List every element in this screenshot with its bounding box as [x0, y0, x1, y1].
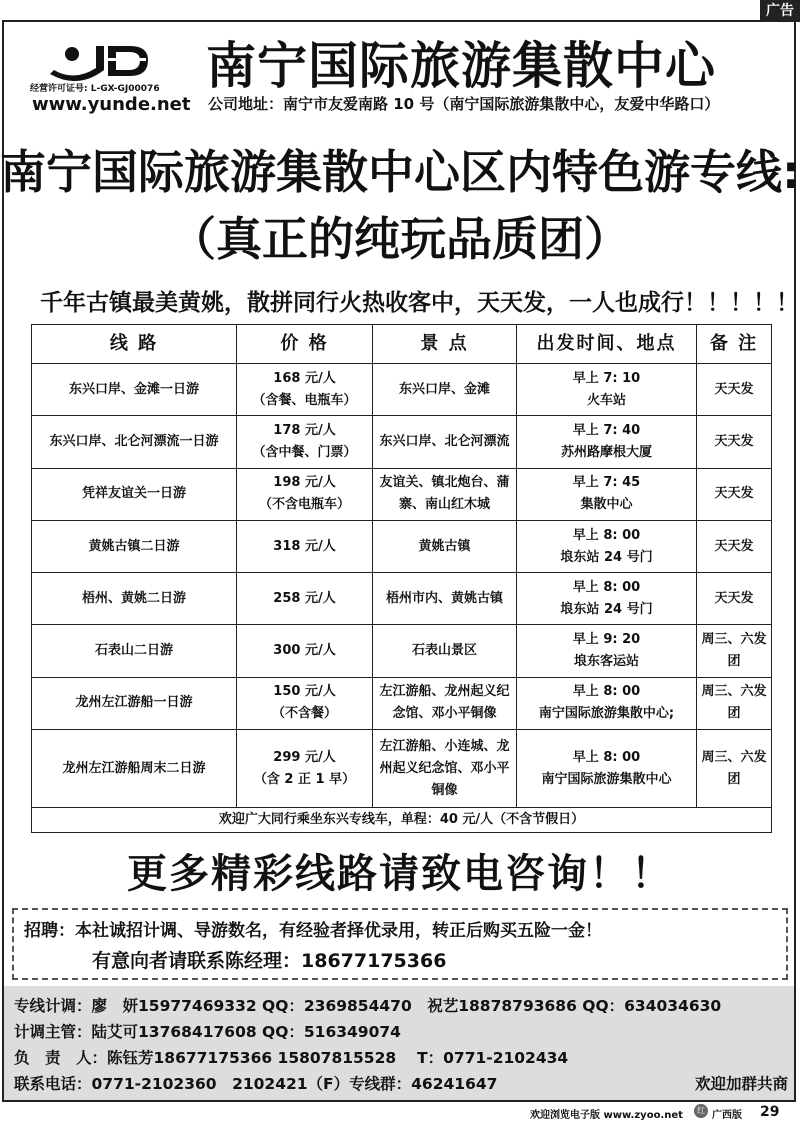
price-amount: 299 元/人 — [273, 749, 336, 765]
price-detail: （含餐、电瓶车） — [252, 392, 357, 408]
route-note: 天天发 — [697, 416, 772, 468]
route-note: 周三、六发团 — [697, 730, 772, 808]
route-note: 周三、六发团 — [697, 625, 772, 677]
contacts-panel — [4, 986, 794, 1100]
company-address: 公司地址：南宁市友爱南路 10 号（南宁国际旅游集散中心，友爱中华路口） — [208, 95, 720, 113]
departure-time: 早上 8: 00 — [572, 527, 641, 543]
table-row — [32, 416, 772, 468]
table-row — [32, 468, 772, 520]
header-route: 线 路 — [32, 325, 237, 364]
price-amount: 150 元/人 — [273, 684, 336, 700]
route-departure — [517, 364, 697, 416]
price-detail: （不含餐） — [271, 706, 337, 722]
welcome-group-text: 欢迎加群共商 — [694, 1075, 788, 1093]
route-spots: 友谊关、镇北炮台、蒲寨、南山红木城 — [373, 468, 517, 520]
departure-place: 南宁国际旅游集散中心 — [541, 771, 672, 787]
page-number: 29 — [760, 1104, 780, 1120]
call-to-action: 更多精彩线路请致电咨询！！ — [127, 851, 673, 897]
table-header-row — [32, 325, 772, 364]
route-price — [237, 677, 373, 729]
route-note: 天天发 — [697, 468, 772, 520]
recruitment-box — [12, 908, 788, 980]
departure-time: 早上 8: 00 — [572, 579, 641, 595]
route-note: 天天发 — [697, 520, 772, 572]
price-detail: （含 2 正 1 早） — [253, 771, 356, 787]
header-note: 备 注 — [697, 325, 772, 364]
website-link[interactable]: www.yunde.net — [32, 94, 191, 115]
table-row — [32, 730, 772, 808]
route-price: 258 元/人 — [237, 573, 373, 625]
route-spots: 东兴口岸、金滩 — [373, 364, 517, 416]
departure-place: 苏州路摩根大厦 — [560, 444, 652, 460]
route-price: 300 元/人 — [237, 625, 373, 677]
route-note: 天天发 — [697, 364, 772, 416]
route-note: 周三、六发团 — [697, 677, 772, 729]
recruitment-text: 招聘：本社诚招计调、导游数名，有经验者择优录用，转正后购买五险一金！ — [24, 921, 602, 941]
routes-table — [31, 324, 772, 833]
departure-time: 早上 7: 10 — [572, 370, 641, 386]
contact-line-phone: 联系电话：0771-2102360 2102421（F）专线群：46241647 — [14, 1075, 498, 1093]
table-row — [32, 677, 772, 729]
route-spots: 梧州市内、黄姚古镇 — [373, 573, 517, 625]
table-row — [32, 364, 772, 416]
route-note: 天天发 — [697, 573, 772, 625]
price-amount: 198 元/人 — [273, 475, 336, 491]
route-departure — [517, 573, 697, 625]
route-price — [237, 364, 373, 416]
edition-label: 广西版 — [712, 1110, 742, 1121]
route-spots: 左江游船、小连城、龙州起义纪念馆、邓小平铜像 — [373, 730, 517, 808]
route-departure — [517, 520, 697, 572]
contact-line-manager: 负 责 人：陈钰芳18677175366 15807815528 T：0771-2102434 — [14, 1049, 569, 1067]
contact-line-planners: 专线计调：廖 妍15977469332 QQ：2369854470 祝艺18878793686 QQ：634034630 — [14, 997, 722, 1015]
recruitment-contact: 有意向者请联系陈经理：18677175366 — [92, 950, 447, 972]
header-price: 价 格 — [237, 325, 373, 364]
route-name: 石表山二日游 — [32, 625, 237, 677]
route-departure — [517, 468, 697, 520]
license-number: 经营许可证号: L-GX-GJ00076 — [30, 84, 160, 94]
headline-subtitle: （真正的纯玩品质团） — [170, 212, 630, 266]
route-departure — [517, 625, 697, 677]
route-departure — [517, 416, 697, 468]
route-spots: 黄姚古镇 — [373, 520, 517, 572]
route-price — [237, 730, 373, 808]
table-row — [32, 573, 772, 625]
table-row — [32, 625, 772, 677]
price-amount: 178 元/人 — [273, 422, 336, 438]
company-logo-icon — [44, 40, 154, 84]
route-name: 东兴口岸、北仑河漂流一日游 — [32, 416, 237, 468]
route-spots: 石表山景区 — [373, 625, 517, 677]
departure-place: 火车站 — [586, 392, 626, 408]
header-spots: 景 点 — [373, 325, 517, 364]
route-price: 318 元/人 — [237, 520, 373, 572]
departure-place: 埌东站 24 号门 — [560, 549, 653, 565]
price-detail: （不含电瓶车） — [258, 497, 350, 513]
ad-tag: 广告 — [760, 0, 800, 22]
price-amount: 168 元/人 — [273, 370, 336, 386]
route-departure — [517, 730, 697, 808]
departure-place: 埌东站 24 号门 — [560, 601, 653, 617]
departure-place: 南宁国际旅游集散中心; — [538, 706, 675, 722]
departure-time: 早上 7: 45 — [572, 475, 641, 491]
table-footer-row — [32, 808, 772, 833]
route-name: 龙州左江游船周末二日游 — [32, 730, 237, 808]
shuttle-note: 欢迎广大同行乘坐东兴专线车，单程：40 元/人（不含节假日） — [32, 808, 772, 833]
route-name: 东兴口岸、金滩一日游 — [32, 364, 237, 416]
table-row — [32, 520, 772, 572]
route-name: 黄姚古镇二日游 — [32, 520, 237, 572]
route-name: 龙州左江游船一日游 — [32, 677, 237, 729]
departure-place: 埌东客运站 — [573, 654, 639, 670]
departure-time: 早上 9: 20 — [572, 632, 641, 648]
edition-logo-icon: 红 — [694, 1104, 708, 1118]
route-price — [237, 416, 373, 468]
price-detail: （含中餐、门票） — [252, 444, 357, 460]
route-departure — [517, 677, 697, 729]
headline-title: 南宁国际旅游集散中心区内特色游专线: — [0, 145, 800, 199]
departure-time: 早上 7: 40 — [572, 422, 641, 438]
route-spots: 东兴口岸、北仑河漂流 — [373, 416, 517, 468]
departure-place: 集散中心 — [580, 497, 633, 513]
slogan: 千年古镇最美黄姚，散拼同行火热收客中，天天发，一人也成行！！！！！ — [40, 290, 799, 316]
route-price — [237, 468, 373, 520]
departure-time: 早上 8: 00 — [572, 749, 641, 765]
contact-line-supervisor: 计调主管：陆艾可13768417608 QQ：516349074 — [14, 1023, 401, 1041]
e-edition-text: 欢迎浏览电子版 www.zyoo.net — [530, 1110, 683, 1121]
header-departure: 出发时间、地点 — [517, 325, 697, 364]
route-name: 梧州、黄姚二日游 — [32, 573, 237, 625]
departure-time: 早上 8: 00 — [572, 684, 641, 700]
company-name: 南宁国际旅游集散中心 — [206, 37, 716, 95]
route-name: 凭祥友谊关一日游 — [32, 468, 237, 520]
route-spots: 左江游船、龙州起义纪念馆、邓小平铜像 — [373, 677, 517, 729]
